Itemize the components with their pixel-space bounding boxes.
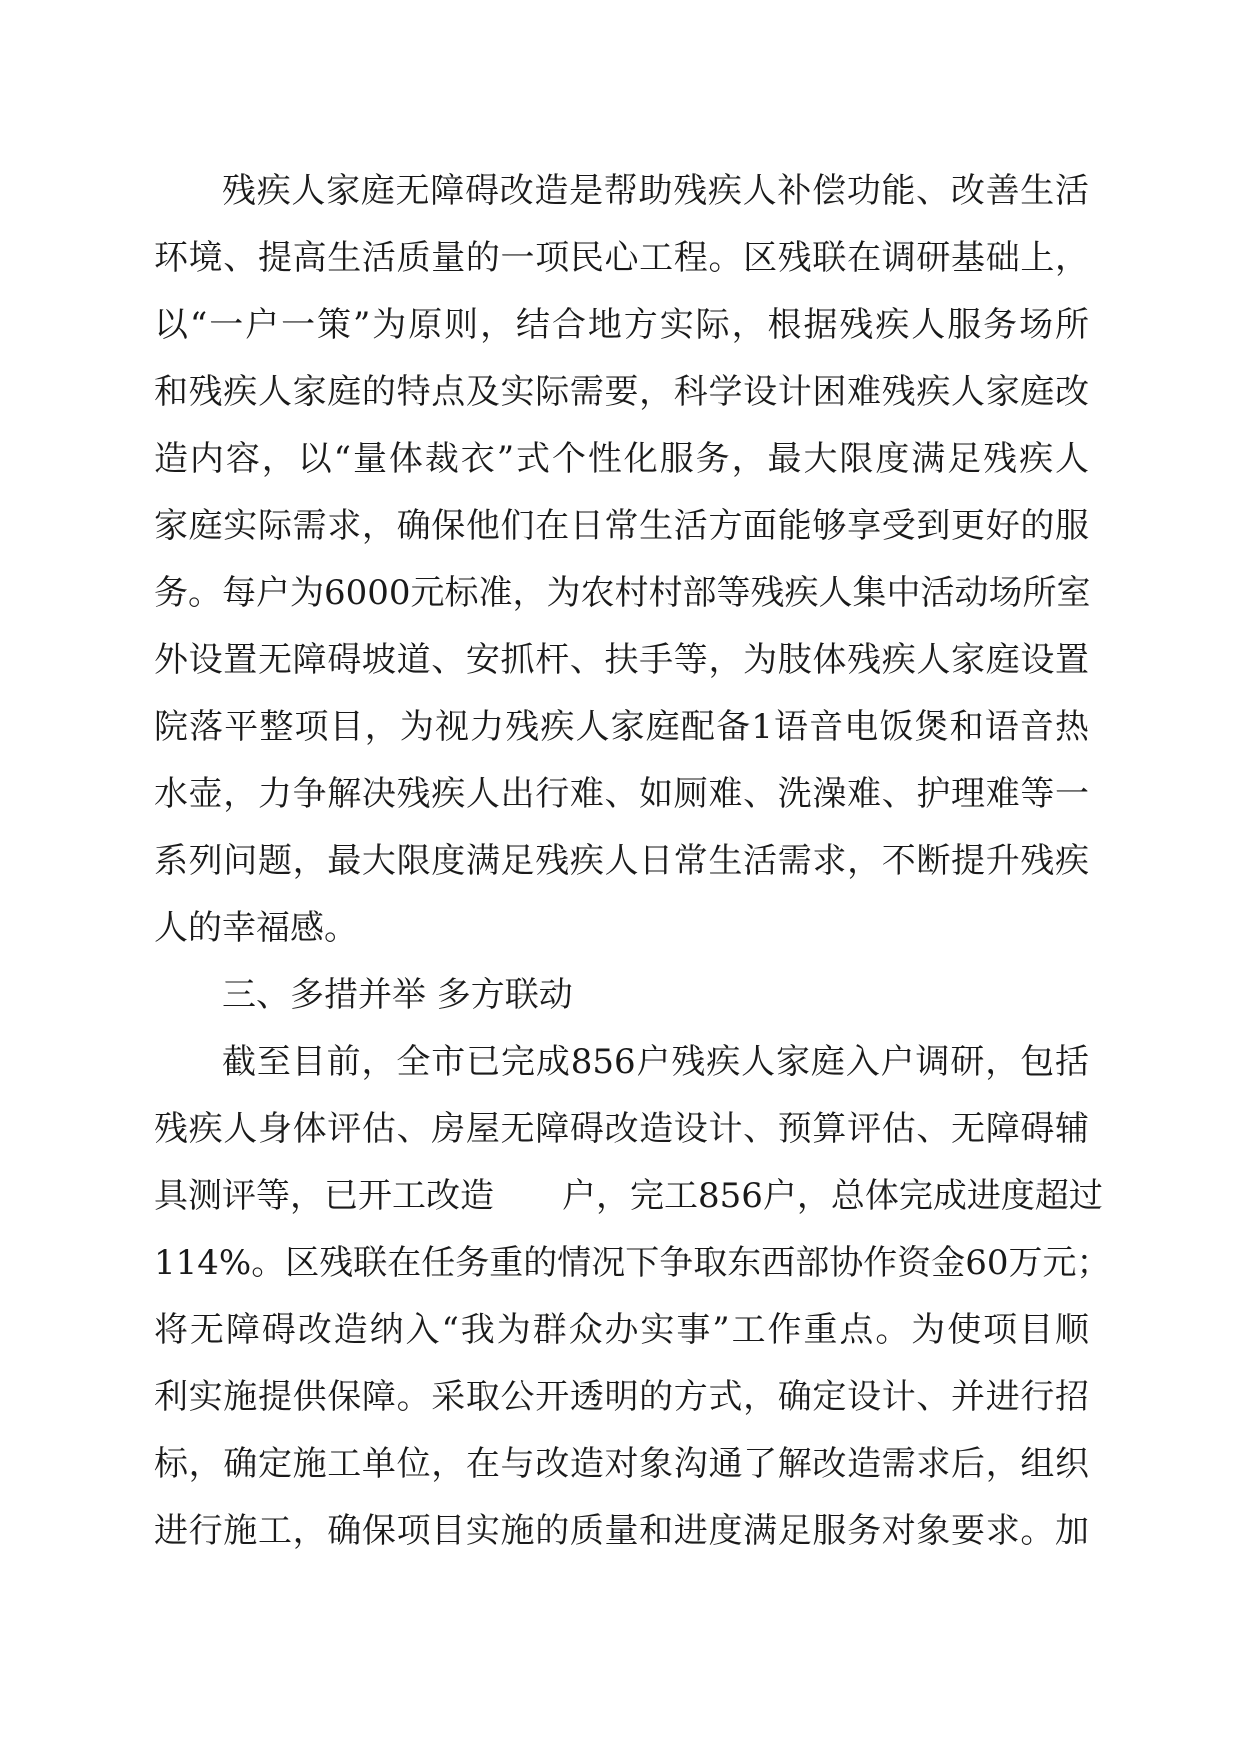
paragraph-line: 和残疾人家庭的特点及实际需要，科学设计困难残疾人家庭改 xyxy=(154,372,1089,412)
paragraph-line: 外设置无障碍坡道、安抓杆、扶手等，为肢体残疾人家庭设置 xyxy=(154,640,1089,680)
paragraph-line: 水壶，力争解决残疾人出行难、如厕难、洗澡难、护理难等一 xyxy=(154,774,1089,814)
paragraph-line: 以“一户一策”为原则，结合地方实际，根据残疾人服务场所 xyxy=(154,305,1089,345)
paragraph-line: 系列问题，最大限度满足残疾人日常生活需求，不断提升残疾 xyxy=(154,841,1089,881)
paragraph-line: 进行施工，确保项目实施的质量和进度满足服务对象要求。加 xyxy=(154,1511,1089,1551)
paragraph-line: 家庭实际需求，确保他们在日常生活方面能够享受到更好的服 xyxy=(154,506,1089,546)
paragraph-progress xyxy=(154,1029,1111,1565)
paragraph-line: 院落平整项目，为视力残疾人家庭配备1语音电饭煲和语音热 xyxy=(154,707,1089,747)
paragraph-line: 务。每户为6000元标准，为农村村部等残疾人集中活动场所室 xyxy=(154,573,1091,613)
paragraph-line: 人的幸福感。 xyxy=(154,908,358,948)
paragraph-line: 具测评等，已开工改造 户，完工856户，总体完成进度超过 xyxy=(154,1176,1103,1216)
paragraph-line: 114%。区残联在任务重的情况下争取东西部协作资金60万元； xyxy=(154,1243,1111,1283)
paragraph-line: 残疾人家庭无障碍改造是帮助残疾人补偿功能、改善生活 xyxy=(222,171,1089,211)
paragraph-line: 截至目前，全市已完成856户残疾人家庭入户调研，包括 xyxy=(222,1042,1089,1082)
section-heading-block xyxy=(154,962,1089,1029)
section-heading: 三、多措并举 多方联动 xyxy=(222,975,573,1015)
paragraph-line: 利实施提供保障。采取公开透明的方式，确定设计、并进行招 xyxy=(154,1377,1089,1417)
paragraph-line: 将无障碍改造纳入“我为群众办实事”工作重点。为使项目顺 xyxy=(154,1310,1089,1350)
paragraph-line: 环境、提高生活质量的一项民心工程。区残联在调研基础上， xyxy=(154,238,1089,278)
paragraph-accessibility-renovation xyxy=(154,158,1089,962)
paragraph-line: 残疾人身体评估、房屋无障碍改造设计、预算评估、无障碍辅 xyxy=(154,1109,1089,1149)
paragraph-line: 标，确定施工单位，在与改造对象沟通了解改造需求后，组织 xyxy=(154,1444,1089,1484)
paragraph-line: 造内容，以“量体裁衣”式个性化服务，最大限度满足残疾人 xyxy=(154,439,1089,479)
